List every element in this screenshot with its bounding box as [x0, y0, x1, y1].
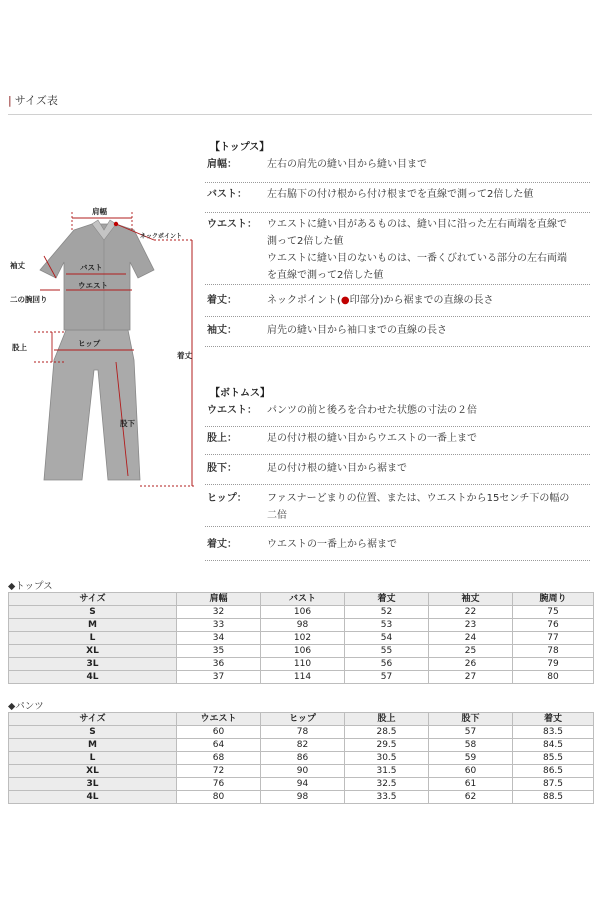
table-row [9, 671, 594, 684]
table-cell: 35 [177, 645, 261, 658]
def-colon: ： [227, 159, 237, 170]
table-cell: 25 [429, 645, 513, 658]
def-row-bottoms-waist [205, 402, 590, 427]
table-cell: 31.5 [345, 765, 429, 778]
title-bar-marker: | [8, 94, 12, 107]
def-colon: ： [227, 433, 237, 444]
table-cell: 54 [345, 632, 429, 645]
table-cell: 110 [261, 658, 345, 671]
table-cell: 82 [261, 739, 345, 752]
table-cell: 80 [513, 671, 594, 684]
size-cell: S [9, 606, 177, 619]
table-cell: 29.5 [345, 739, 429, 752]
label-neck-point: ネックポイント [140, 233, 183, 240]
table-row [9, 765, 594, 778]
table-row [9, 619, 594, 632]
table-cell: 87.5 [513, 778, 594, 791]
table-header: ヒップ [261, 713, 345, 726]
def-row-tops-katahaba [205, 156, 590, 183]
neck-point-dot-icon: ● [340, 295, 350, 306]
def-term: バスト [207, 189, 237, 200]
label-hip: ヒップ [78, 339, 101, 348]
table-cell: 72 [177, 765, 261, 778]
table-cell: 80 [177, 791, 261, 804]
table-header: 股上 [345, 713, 429, 726]
size-cell: XL [9, 645, 177, 658]
table-row [9, 778, 594, 791]
table-cell: 88.5 [513, 791, 594, 804]
def-desc: 左右脇下の付け根から付け根までを直線で測って2倍した値 [267, 189, 534, 200]
label-matashita: 股下 [120, 419, 135, 428]
table-header: サイズ [9, 593, 177, 606]
table-header: サイズ [9, 713, 177, 726]
table-cell: 106 [261, 645, 345, 658]
bottoms-section-title: 【ボトムス】 [210, 388, 270, 399]
def-term: 着丈 [207, 539, 227, 550]
size-cell: L [9, 752, 177, 765]
table-cell: 76 [177, 778, 261, 791]
def-desc: 左右の肩先の縫い目から縫い目まで [267, 159, 427, 170]
table-cell: 60 [177, 726, 261, 739]
def-term: 股上 [207, 433, 227, 444]
pants-table-label: ◆パンツ [8, 701, 44, 712]
table-cell: 56 [345, 658, 429, 671]
tops-section-title: 【トップス】 [210, 142, 270, 153]
table-cell: 94 [261, 778, 345, 791]
table-cell: 24 [429, 632, 513, 645]
table-row [9, 645, 594, 658]
table-row [9, 726, 594, 739]
neck-point-marker [114, 222, 118, 226]
table-header-row [9, 593, 594, 606]
label-kitake: 着丈 [177, 351, 192, 360]
table-row [9, 752, 594, 765]
def-colon: ： [236, 493, 247, 504]
def-desc: ファスナーどまりの位置、または、ウエストから15センチ下の幅の 二倍 [267, 493, 570, 521]
table-cell: 57 [345, 671, 429, 684]
def-row-tops-bust [205, 186, 590, 213]
def-row-tops-kitake [205, 292, 590, 317]
table-cell: 58 [429, 739, 513, 752]
table-cell: 77 [513, 632, 594, 645]
table-cell: 61 [429, 778, 513, 791]
label-momoue: 股上 [12, 343, 27, 352]
size-cell: S [9, 726, 177, 739]
table-header-row [9, 713, 594, 726]
tops-size-table [8, 592, 594, 684]
measurement-figure [4, 190, 204, 500]
label-ninoude: 二の腕回り [10, 295, 48, 304]
table-header: 股下 [429, 713, 513, 726]
def-desc: 足の付け根の縫い目から裾まで [267, 463, 407, 474]
pants-shape [44, 330, 140, 480]
def-term: 肩幅 [207, 159, 227, 170]
def-term: 袖丈 [207, 325, 227, 336]
table-cell: 26 [429, 658, 513, 671]
def-desc-before: ネックポイント( [267, 295, 341, 306]
label-waist: ウエスト [78, 281, 108, 290]
def-desc: 肩先の縫い目から袖口までの直線の長さ [267, 325, 447, 336]
size-cell: M [9, 739, 177, 752]
table-cell: 37 [177, 671, 261, 684]
table-cell: 36 [177, 658, 261, 671]
def-colon: ： [227, 463, 237, 474]
table-header: 腕周り [513, 593, 594, 606]
def-desc: ウエストに縫い目があるものは、縫い目に沿った左右両端を直線で 測って2倍した値 ウエストに縫い目のないものは、一番くびれている部分の左右両端 を直線で測って2倍した値 [267, 219, 567, 281]
size-cell: 3L [9, 658, 177, 671]
table-cell: 62 [429, 791, 513, 804]
label-katahaba: 肩幅 [92, 207, 107, 216]
def-term: 股下 [207, 463, 227, 474]
table-cell: 98 [261, 619, 345, 632]
def-row-bottoms-hip [205, 490, 590, 527]
def-desc-after: 印部分)から裾までの直線の長さ [349, 295, 494, 306]
def-colon: ： [237, 189, 247, 200]
table-cell: 32 [177, 606, 261, 619]
tops-table-label: ◆トップス [8, 581, 53, 592]
def-term: ヒップ [207, 493, 237, 504]
size-cell: XL [9, 765, 177, 778]
label-bust: バスト [80, 263, 103, 272]
def-colon: ： [247, 219, 257, 230]
table-cell: 78 [261, 726, 345, 739]
def-row-bottoms-kitake [205, 536, 590, 561]
def-term: 着丈 [207, 295, 227, 306]
table-header: 肩幅 [177, 593, 261, 606]
table-cell: 22 [429, 606, 513, 619]
table-row [9, 606, 594, 619]
table-cell: 52 [345, 606, 429, 619]
page-title-text: サイズ表 [14, 94, 58, 107]
table-cell: 106 [261, 606, 345, 619]
table-cell: 75 [513, 606, 594, 619]
table-cell: 27 [429, 671, 513, 684]
def-row-tops-waist [205, 216, 590, 285]
def-colon: ： [227, 325, 237, 336]
table-cell: 86.5 [513, 765, 594, 778]
table-header: 着丈 [513, 713, 594, 726]
def-row-bottoms-matashita [205, 460, 590, 485]
table-cell: 102 [261, 632, 345, 645]
table-cell: 90 [261, 765, 345, 778]
def-desc: 足の付け根の縫い目からウエストの一番上まで [267, 433, 477, 444]
table-cell: 78 [513, 645, 594, 658]
table-cell: 79 [513, 658, 594, 671]
size-cell: 4L [9, 791, 177, 804]
def-colon: ： [227, 539, 237, 550]
size-cell: 4L [9, 671, 177, 684]
label-sodetake: 袖丈 [10, 261, 25, 270]
size-cell: 3L [9, 778, 177, 791]
table-row [9, 658, 594, 671]
table-cell: 64 [177, 739, 261, 752]
table-header: 着丈 [345, 593, 429, 606]
table-cell: 33.5 [345, 791, 429, 804]
size-cell: L [9, 632, 177, 645]
def-term: ウエスト [207, 405, 247, 416]
shirt-shape [40, 224, 154, 330]
table-cell: 83.5 [513, 726, 594, 739]
table-cell: 59 [429, 752, 513, 765]
table-cell: 30.5 [345, 752, 429, 765]
table-cell: 86 [261, 752, 345, 765]
table-cell: 28.5 [345, 726, 429, 739]
table-cell: 53 [345, 619, 429, 632]
table-cell: 60 [429, 765, 513, 778]
table-cell: 98 [261, 791, 345, 804]
table-cell: 114 [261, 671, 345, 684]
table-row [9, 791, 594, 804]
table-cell: 34 [177, 632, 261, 645]
table-header: バスト [261, 593, 345, 606]
table-cell: 55 [345, 645, 429, 658]
table-cell: 85.5 [513, 752, 594, 765]
table-row [9, 632, 594, 645]
def-term: ウエスト [207, 219, 247, 230]
table-cell: 32.5 [345, 778, 429, 791]
def-colon: ： [227, 295, 237, 306]
def-desc: ウエストの一番上から裾まで [267, 539, 397, 550]
table-cell: 76 [513, 619, 594, 632]
table-cell: 57 [429, 726, 513, 739]
table-cell: 23 [429, 619, 513, 632]
def-row-tops-sodetake [205, 322, 590, 347]
table-header: ウエスト [177, 713, 261, 726]
table-cell: 68 [177, 752, 261, 765]
def-row-bottoms-momoue [205, 430, 590, 455]
pants-size-table [8, 712, 594, 804]
def-desc: パンツの前と後ろを合わせた状態の寸法の２倍 [267, 405, 477, 416]
def-colon: ： [247, 405, 257, 416]
table-cell: 84.5 [513, 739, 594, 752]
size-cell: M [9, 619, 177, 632]
garment-illustration [4, 190, 204, 500]
table-header: 袖丈 [429, 593, 513, 606]
table-row [9, 739, 594, 752]
page-title [8, 92, 592, 115]
table-cell: 33 [177, 619, 261, 632]
